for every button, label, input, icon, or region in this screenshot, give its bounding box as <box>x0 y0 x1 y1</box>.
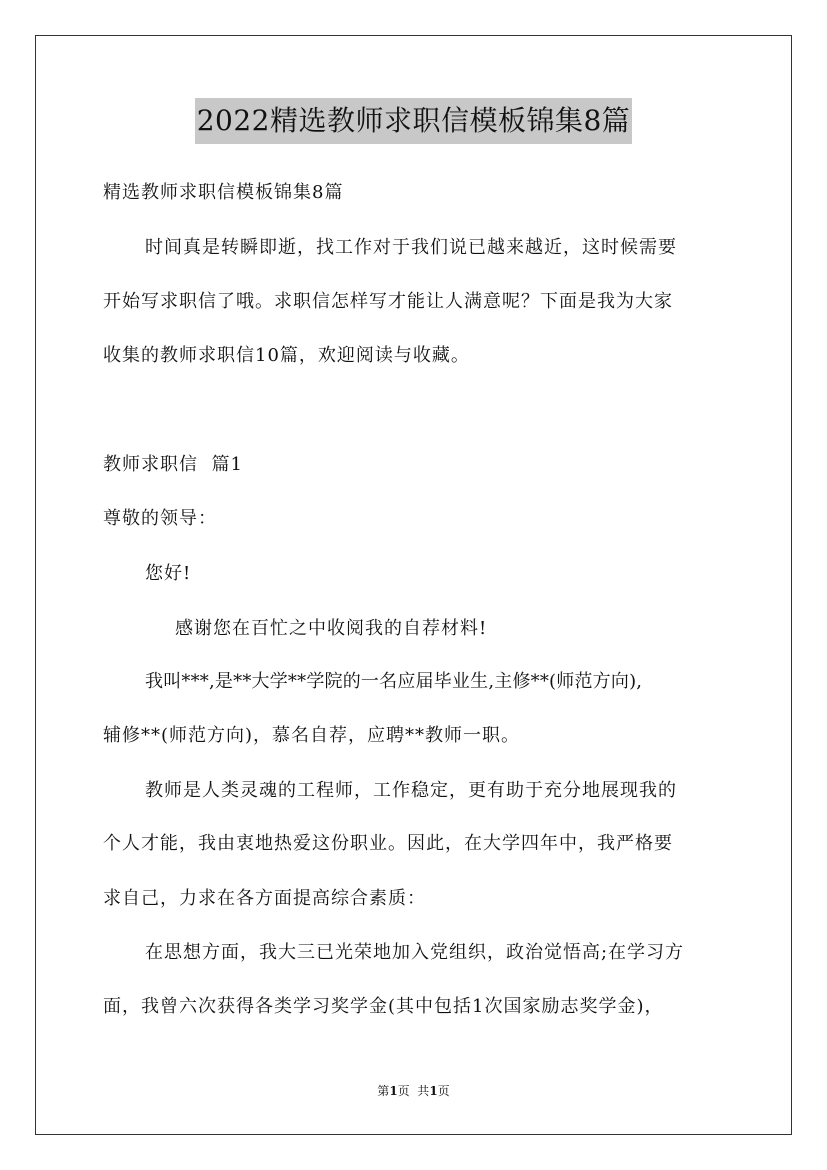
footer-suffix: 页 <box>437 1084 450 1098</box>
footer-mid: 页 共 <box>397 1084 430 1098</box>
salutation: 尊敬的领导： <box>103 508 217 529</box>
document-title: 2022精选教师求职信模板锦集8篇 <box>195 98 633 144</box>
para3-line-1: 在思想方面，我大三已光荣地加入党组织，政治觉悟高;在学习方 <box>145 942 685 963</box>
thanks-line: 感谢您在百忙之中收阅我的自荐材料! <box>175 618 488 639</box>
para1-line-1: 我叫***,是**大学**学院的一名应届毕业生,主修**(师范方向), <box>145 671 643 692</box>
footer-total-pages: 1 <box>429 1084 438 1098</box>
greeting: 您好! <box>145 563 192 584</box>
para1-line-2: 辅修**(师范方向)，慕名自荐，应聘**教师一职。 <box>103 725 521 746</box>
document-title-container <box>0 98 827 144</box>
page-footer <box>0 1083 827 1099</box>
para2-line-2: 个人才能，我由衷地热爱这份职业。因此，在大学四年中，我严格要 <box>103 833 673 854</box>
intro-line-2: 开始写求职信了哦。求职信怎样写才能让人满意呢？下面是我为大家 <box>103 291 673 312</box>
footer-prefix: 第 <box>377 1084 390 1098</box>
subtitle: 精选教师求职信模板锦集8篇 <box>103 182 344 203</box>
intro-line-3: 收集的教师求职信10篇，欢迎阅读与收藏。 <box>103 345 470 366</box>
footer-page-number: 1 <box>389 1084 398 1098</box>
section-heading: 教师求职信 篇1 <box>103 454 243 475</box>
intro-line-1: 时间真是转瞬即逝，找工作对于我们说已越来越近，这时候需要 <box>145 237 677 258</box>
para2-line-1: 教师是人类灵魂的工程师，工作稳定，更有助于充分地展现我的 <box>145 780 677 801</box>
para3-line-2: 面，我曾六次获得各类学习奖学金(其中包括1次国家励志奖学金)， <box>103 996 664 1017</box>
para2-line-3: 求自己，力求在各方面提高综合素质： <box>103 888 426 909</box>
